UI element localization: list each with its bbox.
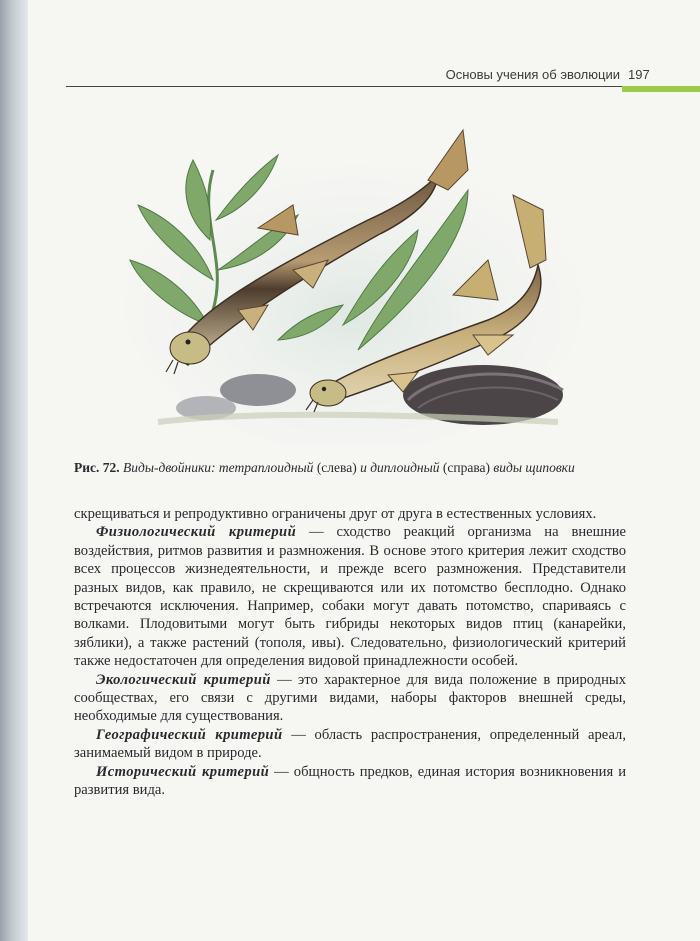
caption-text: и диплоидный bbox=[360, 460, 440, 475]
paragraph-intro: скрещиваться и репродуктивно ограничены друг от друга в естественных условиях. bbox=[74, 506, 597, 522]
page-number: 197 bbox=[628, 67, 650, 82]
running-head: Основы учения об эволюции bbox=[445, 67, 620, 82]
paragraph-text: — область распространения, определенный ареал, занимаемый видом в природе. bbox=[74, 726, 626, 762]
paragraph-ecological bbox=[74, 671, 626, 726]
paragraph-text: — сходство реакций организма на внешние воздействия, ритмов развития и размножения. В основе этого критерия лежит сходство всех процессов жизнедеятельности, и прежде всего размножения. Представители разных видов, как правило, не скрещиваются или их потомство бесплодно. Однако встречаются исключения. Например, собаки могут давать потомство, спариваясь с волками. Плодовитыми могут быть гибриды некоторых видов птиц (канарейки, зяблики), а также растений (тополя, ивы). Следовательно, физиологический критерий также недостаточен для определения видовой принадлежности особей. bbox=[74, 524, 626, 670]
loach-fish-illustration bbox=[118, 110, 588, 445]
paragraph-text: — общность предков, единая история возникновения и развития вида. bbox=[74, 763, 627, 799]
term-geographic: Географический критерий bbox=[96, 726, 283, 743]
stone bbox=[220, 374, 296, 406]
figure-label: Рис. 72. bbox=[74, 460, 120, 475]
figure-caption bbox=[74, 459, 634, 477]
section-color-tab bbox=[622, 86, 700, 92]
term-historical: Исторический критерий bbox=[96, 763, 270, 780]
caption-paren-left: (слева) bbox=[316, 460, 357, 475]
book-spine-shadow bbox=[0, 0, 28, 941]
caption-text: виды щиповки bbox=[493, 460, 575, 475]
paragraph-text: — это характерное для вида положение в природных сообществах, его связи с другими видами, наборы факторов внешней среды, необходимые для существования. bbox=[74, 671, 626, 725]
caption-paren-right: (справа) bbox=[442, 460, 491, 475]
body-text bbox=[74, 505, 626, 800]
paragraph-physiological bbox=[74, 523, 626, 670]
header-rule bbox=[66, 86, 622, 87]
term-physiological: Физиологический критерий bbox=[96, 524, 297, 541]
term-ecological: Экологический критерий bbox=[96, 671, 271, 688]
paragraph-historical bbox=[74, 763, 626, 800]
paragraph-geographic bbox=[74, 726, 626, 763]
caption-text: Виды-двойники: тетраплоидный bbox=[123, 460, 314, 475]
